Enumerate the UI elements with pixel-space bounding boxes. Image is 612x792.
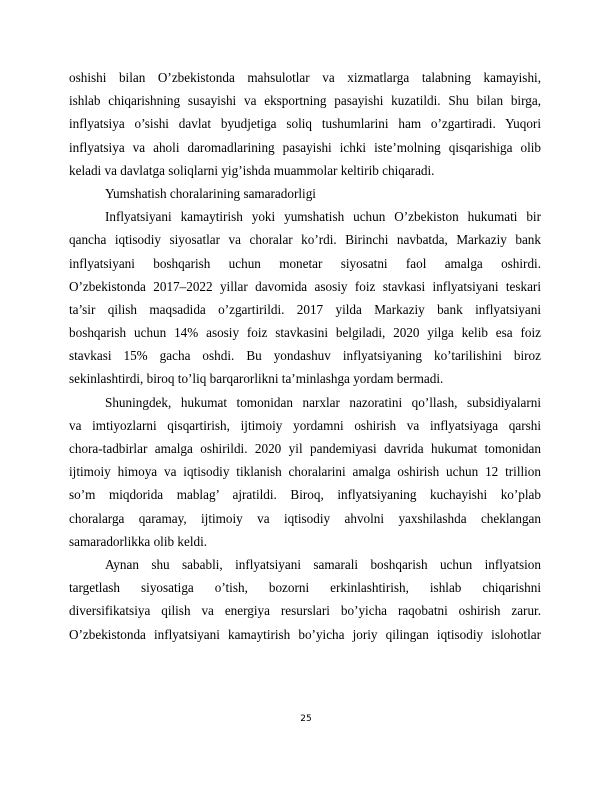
text-line: ta’sir qilish maqsadida o’zgartirildi. 2017 yilda Markaziy bank inflyatsiyani	[69, 301, 541, 317]
text-line: diversifikatsiya qilish va energiya resurslari bo’yicha raqobatni oshirish zarur.	[69, 603, 541, 619]
text-line: so’m miqdorida mablag’ ajratildi. Biroq, inflyatsiyaning kuchayishi ko’plab	[69, 487, 541, 503]
text-line: Shuningdek, hukumat tomonidan narxlar nazoratini qo’llash, subsidiyalarni	[105, 394, 541, 410]
text-line: inflyatsiyani boshqarish uchun monetar siyosatni faol amalga oshirdi.	[69, 255, 541, 271]
text-line: inflyatsiya va aholi daromadlarining pasayishi ichki iste’molning qisqarishiga olib	[69, 139, 541, 155]
text-line: choralarga qaramay, ijtimoiy va iqtisodiy ahvolni yaxshilashda cheklangan	[69, 510, 541, 526]
page-number: 25	[300, 714, 312, 724]
text-line: oshishi bilan O’zbekistonda mahsulotlar va xizmatlarga talabning kamayishi,	[69, 70, 541, 85]
paragraph-government-measures	[69, 391, 541, 553]
text-line: sekinlashtirdi, biroq to’liq barqarorlikni ta’minlashga yordam bermadi.	[69, 371, 444, 387]
text-line: va imtiyozlarni qisqartirish, ijtimoiy yordamni oshirish va inflyatsiyaga qarshi	[69, 417, 541, 433]
section-heading-text: Yumshatish choralarining samaradorligi	[105, 185, 316, 201]
text-line: ishlab chiqarishning susayishi va eksportning pasayishi kuzatildi. Shu bilan birga,	[69, 93, 541, 109]
document-body	[69, 66, 541, 646]
text-line: Aynan shu sababli, inflyatsiyani samarali boshqarish uchun inflyatsion	[105, 556, 541, 572]
text-line: targetlash siyosatiga o’tish, bozorni erkinlashtirish, ishlab chiqarishni	[69, 580, 541, 596]
text-line: chora-tadbirlar amalga oshirildi. 2020 yil pandemiyasi davrida hukumat tomonidan	[69, 441, 541, 456]
text-line: O’zbekistonda 2017–2022 yillar davomida asosiy foiz stavkasi inflyatsiyani teskari	[69, 278, 541, 294]
text-line: ijtimoiy himoya va iqtisodiy tiklanish choralarini amalga oshirish uchun 12 trillion	[69, 464, 541, 480]
section-heading	[69, 182, 541, 205]
paragraph-monetary-policy	[69, 205, 541, 391]
text-line: stavkasi 15% gacha oshdi. Bu yondashuv inflyatsiyaning ko’tarilishini biroz	[69, 348, 541, 364]
paragraph-continuation	[69, 66, 541, 182]
text-line: boshqarish uchun 14% asosiy foiz stavkasini belgiladi, 2020 yilga kelib esa foiz	[69, 325, 541, 341]
paragraph-recommendations	[69, 553, 541, 646]
text-line: qancha iqtisodiy siyosatlar va choralar ko’rdi. Birinchi navbatda, Markaziy bank	[69, 232, 541, 248]
text-line: keladi va davlatga soliqlarni yig’ishda muammolar keltirib chiqaradi.	[69, 162, 435, 178]
text-line: samaradorlikka olib keldi.	[69, 533, 208, 549]
text-line: Inflyatsiyani kamaytirish yoki yumshatish uchun O’zbekiston hukumati bir	[105, 209, 541, 225]
text-line: O’zbekistonda inflyatsiyani kamaytirish bo’yicha joriy qilingan iqtisodiy islohotlar	[69, 626, 541, 642]
text-line: inflyatsiya o’sishi davlat byudjetiga soliq tushumlarini ham o’zgartiradi. Yuqori	[69, 116, 541, 132]
